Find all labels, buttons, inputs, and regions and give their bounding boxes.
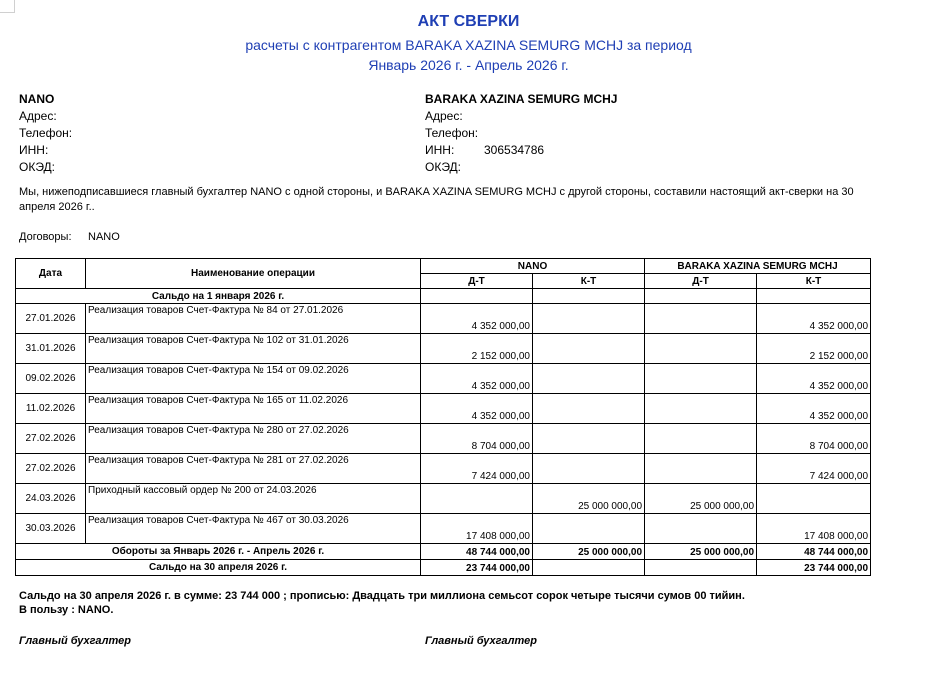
row-d2 bbox=[645, 424, 757, 454]
row-d2 bbox=[645, 364, 757, 394]
row-d1: 8 704 000,00 bbox=[421, 424, 533, 454]
row-d2 bbox=[645, 394, 757, 424]
table-row bbox=[16, 394, 871, 424]
party1-credit-header: К-Т bbox=[533, 274, 645, 289]
table-row bbox=[16, 454, 871, 484]
turnover-k2: 48 744 000,00 bbox=[757, 544, 871, 560]
opening-d2 bbox=[645, 289, 757, 304]
party2-credit-header: К-Т bbox=[757, 274, 871, 289]
row-k1 bbox=[533, 364, 645, 394]
row-d2 bbox=[645, 514, 757, 544]
sheet-corner bbox=[0, 0, 15, 13]
row-operation: Реализация товаров Счет-Фактура № 84 от 27.01.2026 bbox=[86, 304, 421, 334]
col-date-header: Дата bbox=[16, 259, 86, 289]
row-d1: 17 408 000,00 bbox=[421, 514, 533, 544]
turnover-d2: 25 000 000,00 bbox=[645, 544, 757, 560]
table-row bbox=[16, 424, 871, 454]
row-d2: 25 000 000,00 bbox=[645, 484, 757, 514]
row-k1 bbox=[533, 454, 645, 484]
left-phone-label: Телефон: bbox=[19, 126, 73, 140]
closing-d2 bbox=[645, 560, 757, 576]
row-date: 24.03.2026 bbox=[16, 484, 86, 514]
party1-header: NANO bbox=[421, 259, 645, 274]
document-period: Январь 2026 г. - Апрель 2026 г. bbox=[368, 57, 569, 73]
row-d1 bbox=[421, 484, 533, 514]
row-k2: 7 424 000,00 bbox=[757, 454, 871, 484]
table-row bbox=[16, 364, 871, 394]
table-row bbox=[16, 484, 871, 514]
row-k2 bbox=[757, 484, 871, 514]
row-d2 bbox=[645, 454, 757, 484]
summary-line-2: В пользу : NANO. bbox=[19, 604, 114, 616]
right-address-label: Адрес: bbox=[425, 109, 463, 123]
signature-right: Главный бухгалтер bbox=[425, 635, 537, 647]
row-d2 bbox=[645, 334, 757, 364]
row-operation: Реализация товаров Счет-Фактура № 102 от 31.01.2026 bbox=[86, 334, 421, 364]
row-d1: 4 352 000,00 bbox=[421, 394, 533, 424]
right-inn-value: 306534786 bbox=[484, 143, 545, 157]
row-k2: 17 408 000,00 bbox=[757, 514, 871, 544]
intro-line-2: апреля 2026 г.. bbox=[19, 201, 95, 213]
closing-balance-label: Сальдо на 30 апреля 2026 г. bbox=[16, 560, 421, 576]
signature-left: Главный бухгалтер bbox=[19, 635, 131, 647]
row-d1: 7 424 000,00 bbox=[421, 454, 533, 484]
closing-k1 bbox=[533, 560, 645, 576]
table-row bbox=[16, 334, 871, 364]
row-date: 11.02.2026 bbox=[16, 394, 86, 424]
row-k1 bbox=[533, 334, 645, 364]
row-operation: Реализация товаров Счет-Фактура № 280 от 27.02.2026 bbox=[86, 424, 421, 454]
party1-debit-header: Д-Т bbox=[421, 274, 533, 289]
right-okad-label: ОКЭД: bbox=[425, 160, 462, 174]
summary-line-1: Сальдо на 30 апреля 2026 г. в сумме: 23 744 000 ; прописью: Двадцать три миллиона семьсот сорок четыре тысячи сумов 00 тийин. bbox=[19, 590, 745, 602]
row-k1: 25 000 000,00 bbox=[533, 484, 645, 514]
opening-d1 bbox=[421, 289, 533, 304]
row-operation: Реализация товаров Счет-Фактура № 154 от 09.02.2026 bbox=[86, 364, 421, 394]
row-d2 bbox=[645, 304, 757, 334]
turnover-k1: 25 000 000,00 bbox=[533, 544, 645, 560]
reconciliation-table bbox=[15, 258, 871, 576]
closing-k2: 23 744 000,00 bbox=[757, 560, 871, 576]
row-d1: 4 352 000,00 bbox=[421, 304, 533, 334]
col-operation-header: Наименование операции bbox=[86, 259, 421, 289]
right-phone-label: Телефон: bbox=[425, 126, 479, 140]
row-operation: Реализация товаров Счет-Фактура № 165 от 11.02.2026 bbox=[86, 394, 421, 424]
contracts-label: Договоры: bbox=[19, 231, 72, 243]
left-okad-label: ОКЭД: bbox=[19, 160, 56, 174]
row-date: 27.02.2026 bbox=[16, 454, 86, 484]
row-operation: Приходный кассовый ордер № 200 от 24.03.2026 bbox=[86, 484, 421, 514]
left-inn-label: ИНН: bbox=[19, 143, 49, 157]
row-date: 09.02.2026 bbox=[16, 364, 86, 394]
row-d1: 2 152 000,00 bbox=[421, 334, 533, 364]
row-date: 31.01.2026 bbox=[16, 334, 86, 364]
table-row bbox=[16, 304, 871, 334]
left-address-label: Адрес: bbox=[19, 109, 57, 123]
row-date: 30.03.2026 bbox=[16, 514, 86, 544]
row-k2: 8 704 000,00 bbox=[757, 424, 871, 454]
row-k1 bbox=[533, 424, 645, 454]
closing-d1: 23 744 000,00 bbox=[421, 560, 533, 576]
row-d1: 4 352 000,00 bbox=[421, 364, 533, 394]
opening-balance-label: Сальдо на 1 января 2026 г. bbox=[16, 289, 421, 304]
row-operation: Реализация товаров Счет-Фактура № 467 от 30.03.2026 bbox=[86, 514, 421, 544]
row-date: 27.01.2026 bbox=[16, 304, 86, 334]
turnover-label: Обороты за Январь 2026 г. - Апрель 2026 г. bbox=[16, 544, 421, 560]
row-k2: 2 152 000,00 bbox=[757, 334, 871, 364]
row-k2: 4 352 000,00 bbox=[757, 304, 871, 334]
row-k1 bbox=[533, 514, 645, 544]
row-k2: 4 352 000,00 bbox=[757, 394, 871, 424]
document-subtitle: расчеты с контрагентом BARAKA XAZINA SEMURG MCHJ за период bbox=[245, 37, 692, 53]
row-k1 bbox=[533, 304, 645, 334]
right-party-name: BARAKA XAZINA SEMURG MCHJ bbox=[425, 92, 618, 106]
turnover-d1: 48 744 000,00 bbox=[421, 544, 533, 560]
opening-k1 bbox=[533, 289, 645, 304]
row-operation: Реализация товаров Счет-Фактура № 281 от 27.02.2026 bbox=[86, 454, 421, 484]
party2-debit-header: Д-Т bbox=[645, 274, 757, 289]
row-k1 bbox=[533, 394, 645, 424]
row-date: 27.02.2026 bbox=[16, 424, 86, 454]
party2-header: BARAKA XAZINA SEMURG MCHJ bbox=[645, 259, 871, 274]
table-row bbox=[16, 514, 871, 544]
document-title: АКТ СВЕРКИ bbox=[417, 13, 520, 30]
intro-line-1: Мы, нижеподписавшиеся главный бухгалтер NANO с одной стороны, и BARAKA XAZINA SEMURG MCHJ с другой стороны, составили настоящий акт-сверки на 30 bbox=[19, 186, 854, 198]
right-inn-label: ИНН: bbox=[425, 143, 455, 157]
row-k2: 4 352 000,00 bbox=[757, 364, 871, 394]
left-party-name: NANO bbox=[19, 92, 55, 106]
opening-k2 bbox=[757, 289, 871, 304]
contracts-value: NANO bbox=[88, 231, 120, 243]
